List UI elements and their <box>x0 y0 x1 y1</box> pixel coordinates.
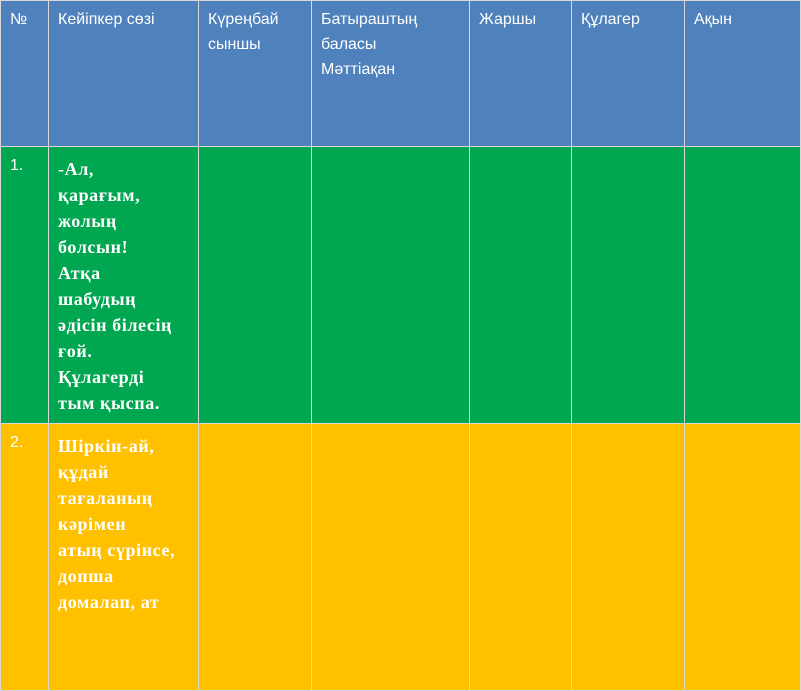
empty-cell-mattiakan[interactable] <box>312 147 470 424</box>
speech-text: -Ал, қарағым, жолың болсын! Атқа шабудың әдісін білесің ғой. Құлагерді тым қыспа. <box>58 159 173 413</box>
speech-text: Шіркін-ай, құдай тағаланың кәрімен атың сүрінсе, допша домалап, ат <box>58 436 176 612</box>
table-row <box>1 424 801 691</box>
speech-cell <box>49 424 199 691</box>
header-akyn <box>685 1 801 147</box>
header-kulager <box>572 1 685 147</box>
table-row <box>1 147 801 424</box>
empty-cell-kulager[interactable] <box>572 147 685 424</box>
empty-cell-mattiakan[interactable] <box>312 424 470 691</box>
header-row <box>1 1 801 147</box>
header-mattiakan <box>312 1 470 147</box>
header-speech <box>49 1 199 147</box>
header-kulager-label: Құлагер <box>581 11 640 28</box>
header-mattiakan-label: Батыраштың баласы Мәттіақан <box>321 11 418 78</box>
empty-cell-zharshy[interactable] <box>470 147 572 424</box>
empty-cell-akyn[interactable] <box>685 147 801 424</box>
empty-cell-kurenbai[interactable] <box>199 424 312 691</box>
header-number-label: № <box>10 11 28 28</box>
row-number-cell <box>1 147 49 424</box>
header-kurenbai <box>199 1 312 147</box>
header-kurenbai-label: Күреңбай сыншы <box>208 11 279 53</box>
empty-cell-akyn[interactable] <box>685 424 801 691</box>
empty-cell-kulager[interactable] <box>572 424 685 691</box>
row-number: 1. <box>10 157 24 174</box>
empty-cell-kurenbai[interactable] <box>199 147 312 424</box>
header-zharshy-label: Жаршы <box>479 11 537 28</box>
speech-cell <box>49 147 199 424</box>
header-zharshy <box>470 1 572 147</box>
header-number <box>1 1 49 147</box>
header-speech-label: Кейіпкер сөзі <box>58 11 155 28</box>
row-number: 2. <box>10 434 24 451</box>
empty-cell-zharshy[interactable] <box>470 424 572 691</box>
header-akyn-label: Ақын <box>694 11 733 28</box>
row-number-cell <box>1 424 49 691</box>
